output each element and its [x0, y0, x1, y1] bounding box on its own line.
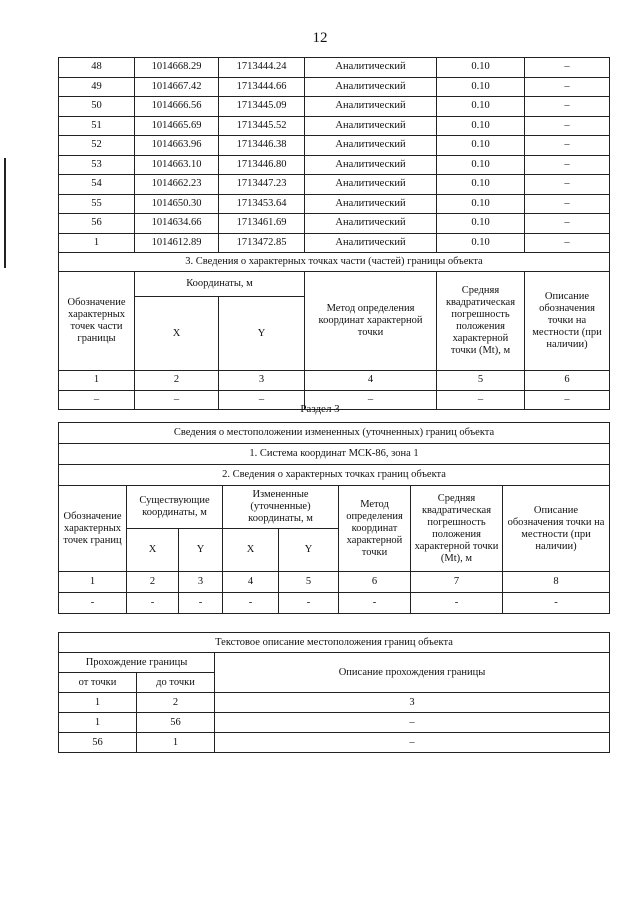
table-cell: – [525, 175, 610, 195]
table-cell: 1713444.24 [219, 58, 305, 78]
col-number: 8 [503, 572, 610, 593]
cell: - [503, 593, 610, 614]
table-cell: 1 [137, 733, 215, 753]
cell: - [59, 593, 127, 614]
text-description-table [58, 632, 610, 753]
table-cell: Аналитический [305, 77, 437, 97]
col-number: 1 [59, 693, 137, 713]
table-cell: – [525, 155, 610, 175]
table-row [59, 733, 610, 753]
header-passage-description: Описание прохождения границы [215, 653, 610, 693]
column-numbers-row [59, 371, 610, 391]
changed-title: Сведения о местоположении измененных (уточненных) границ объекта [59, 423, 610, 444]
col-number: 3 [215, 693, 610, 713]
table-cell: 1713445.52 [219, 116, 305, 136]
table-cell: – [525, 77, 610, 97]
table-cell: 1014663.96 [135, 136, 219, 156]
col-number: 2 [127, 572, 179, 593]
table-cell: 0.10 [437, 155, 525, 175]
table-row [59, 136, 610, 156]
cell: - [223, 593, 279, 614]
table-cell: 0.10 [437, 77, 525, 97]
table-cell: – [525, 233, 610, 253]
table-row [59, 194, 610, 214]
table-cell: 1 [59, 713, 137, 733]
cell: - [179, 593, 223, 614]
col-number: 5 [437, 371, 525, 391]
col-number: 2 [135, 371, 219, 391]
table-cell: 1713446.80 [219, 155, 305, 175]
col-number: 2 [137, 693, 215, 713]
cell: – [437, 390, 525, 410]
table-cell: 1014662.23 [135, 175, 219, 195]
table-cell: 56 [59, 733, 137, 753]
table-cell: 1713453.64 [219, 194, 305, 214]
table-row [59, 97, 610, 117]
table-cell: 1014650.30 [135, 194, 219, 214]
table-cell: – [525, 58, 610, 78]
table-row [59, 155, 610, 175]
table-cell: 1014667.42 [135, 77, 219, 97]
table-cell: Аналитический [305, 233, 437, 253]
table-row [59, 77, 610, 97]
header-x: X [135, 297, 219, 371]
col-number: 6 [525, 371, 610, 391]
table-cell: 1 [59, 233, 135, 253]
razdel-title: Раздел 3 [300, 403, 340, 415]
header-designation: Обозначение характерных точек границ [59, 486, 127, 572]
table-cell: Аналитический [305, 136, 437, 156]
table-cell: Аналитический [305, 155, 437, 175]
table-cell: 0.10 [437, 136, 525, 156]
table-cell: 1713444.66 [219, 77, 305, 97]
table-cell: 1014665.69 [135, 116, 219, 136]
table-cell: 1014634.66 [135, 214, 219, 234]
column-numbers-row [59, 572, 610, 593]
table-cell: 1014668.29 [135, 58, 219, 78]
section3-title: 3. Сведения о характерных точках части (частей) границы объекта [59, 253, 610, 272]
col-number: 7 [411, 572, 503, 593]
table-cell: 51 [59, 116, 135, 136]
cell: – [305, 390, 437, 410]
col-number: 4 [305, 371, 437, 391]
table-cell: 0.10 [437, 97, 525, 117]
table-cell: 49 [59, 77, 135, 97]
coordinate-system: 1. Система координат МСК-86, зона 1 [59, 444, 610, 465]
table-cell: Аналитический [305, 116, 437, 136]
passage-rows [59, 713, 610, 753]
text-title: Текстовое описание местоположения границ объекта [59, 633, 610, 653]
col-number: 1 [59, 572, 127, 593]
table-cell: 1713446.38 [219, 136, 305, 156]
header-method: Метод определения координат характерной точки [305, 272, 437, 371]
header-y: Y [279, 529, 339, 572]
table-cell: 1713445.09 [219, 97, 305, 117]
col-number: 3 [179, 572, 223, 593]
table-row [59, 214, 610, 234]
table-cell: 54 [59, 175, 135, 195]
table-cell: 56 [137, 713, 215, 733]
header-y: Y [219, 297, 305, 371]
table-cell: 53 [59, 155, 135, 175]
table-row [59, 233, 610, 253]
header-to: до точки [137, 673, 215, 693]
column-numbers-row [59, 693, 610, 713]
cell: - [339, 593, 411, 614]
table-cell: 1014663.10 [135, 155, 219, 175]
table-cell: 1713472.85 [219, 233, 305, 253]
header-passage: Прохождение границы [59, 653, 215, 673]
table-cell: 0.10 [437, 175, 525, 195]
points-title: 2. Сведения о характерных точках границ объекта [59, 465, 610, 486]
table-cell: – [525, 214, 610, 234]
header-from: от точки [59, 673, 137, 693]
cell: – [525, 390, 610, 410]
margin-mark [4, 158, 6, 268]
header-description: Описание обозначения точки на местности (при наличии) [525, 272, 610, 371]
cell: – [135, 390, 219, 410]
table-cell: 52 [59, 136, 135, 156]
header-x: X [223, 529, 279, 572]
col-number: 1 [59, 371, 135, 391]
cell: - [411, 593, 503, 614]
table-cell: 1713461.69 [219, 214, 305, 234]
table-cell: 0.10 [437, 214, 525, 234]
cell: – [59, 390, 135, 410]
table-cell: 55 [59, 194, 135, 214]
table-cell: 0.10 [437, 116, 525, 136]
table-cell: Аналитический [305, 194, 437, 214]
col-number: 6 [339, 572, 411, 593]
table-cell: 56 [59, 214, 135, 234]
table-cell: Аналитический [305, 214, 437, 234]
table-cell: – [525, 116, 610, 136]
col-number: 5 [279, 572, 339, 593]
table-cell: – [525, 97, 610, 117]
table-cell: 1014666.56 [135, 97, 219, 117]
table-cell: 0.10 [437, 58, 525, 78]
table-cell: 0.10 [437, 194, 525, 214]
table-row [59, 175, 610, 195]
page-number: 12 [312, 30, 328, 46]
table-cell: – [215, 733, 610, 753]
points-rows [59, 58, 610, 253]
table-cell: – [525, 136, 610, 156]
table-cell: – [525, 194, 610, 214]
table-cell: 0.10 [437, 233, 525, 253]
header-y: Y [179, 529, 223, 572]
col-number: 3 [219, 371, 305, 391]
header-designation: Обозначение характерных точек части границы [59, 272, 135, 371]
changed-boundaries-table [58, 422, 610, 614]
table-cell: 1014612.89 [135, 233, 219, 253]
table-row [59, 116, 610, 136]
table-cell: 50 [59, 97, 135, 117]
cell: - [127, 593, 179, 614]
points-table [58, 57, 610, 410]
empty-row [59, 593, 610, 614]
cell: – [219, 390, 305, 410]
header-x: X [127, 529, 179, 572]
header-method: Метод определения координат характерной точки [339, 486, 411, 572]
cell: - [279, 593, 339, 614]
header-existing: Существующие координаты, м [127, 486, 223, 529]
header-description: Описание обозначения точки на местности (при наличии) [503, 486, 610, 572]
table-cell: – [215, 713, 610, 733]
table-row [59, 58, 610, 78]
col-number: 4 [223, 572, 279, 593]
table-row [59, 713, 610, 733]
table-cell: 1713447.23 [219, 175, 305, 195]
table-cell: 48 [59, 58, 135, 78]
table-cell: Аналитический [305, 175, 437, 195]
header-error: Средняя квадратическая погрешность положения характерной точки (Mt), м [411, 486, 503, 572]
table-cell: Аналитический [305, 97, 437, 117]
header-error: Средняя квадратическая погрешность положения характерной точки (Mt), м [437, 272, 525, 371]
header-coordinates: Координаты, м [135, 272, 305, 297]
header-changed: Измененные (уточненные) координаты, м [223, 486, 339, 529]
table-cell: Аналитический [305, 58, 437, 78]
